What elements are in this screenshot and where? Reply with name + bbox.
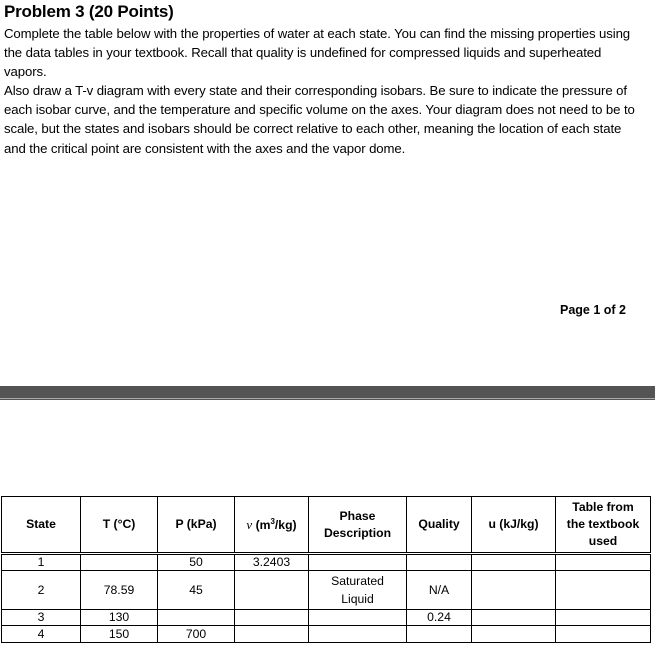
cell-quality: [407, 626, 472, 643]
table-row: [2, 626, 651, 643]
header-phase: [309, 497, 407, 554]
header-specific-volume: [235, 497, 309, 554]
table-header-row: [2, 497, 651, 554]
cell-phase: [309, 554, 407, 571]
cell-quality: [407, 554, 472, 571]
table-row: [2, 610, 651, 626]
cell-state: 3: [2, 610, 81, 626]
header-source-line2: the textbook: [566, 517, 640, 531]
cell-specific-volume: [235, 626, 309, 643]
cell-table-source: [556, 554, 651, 571]
cell-phase-line1: Saturated: [331, 574, 384, 588]
cell-specific-volume: [235, 571, 309, 610]
volume-unit-a: (m: [252, 517, 271, 532]
header-source-line1: Table from: [572, 500, 634, 514]
page-separator-edge: [0, 398, 655, 399]
cell-table-source: [556, 610, 651, 626]
cell-phase: [309, 626, 407, 643]
volume-unit-b: /kg): [274, 517, 297, 532]
cell-state: 2: [2, 571, 81, 610]
cell-temperature: 130: [81, 610, 158, 626]
cell-internal-energy: [472, 554, 556, 571]
instructions-paragraph-1: Complete the table below with the properties of water at each state. You can find the missing properties using the data tables in your textbook. Recall that quality is undefined for compressed liquids and superheated vapors.: [4, 26, 631, 80]
header-table-source: [556, 497, 651, 554]
header-quality: Quality: [407, 497, 472, 554]
cell-pressure: 50: [158, 554, 235, 571]
table-row: [2, 554, 651, 571]
header-phase-line2: Description: [323, 525, 392, 540]
volume-symbol: v: [246, 516, 253, 532]
cell-internal-energy: [472, 571, 556, 610]
header-temperature-unit: °C): [117, 517, 136, 531]
cell-temperature: 78.59: [81, 571, 158, 610]
volume-unit-exponent: 3: [270, 516, 275, 526]
cell-phase-line2: Liquid: [341, 592, 374, 606]
instructions-paragraph-2: Also draw a T-v diagram with every state and their corresponding isobars. Be sure to indicate the pressure of each isobar curve, and the temperature and specific volume on the axes. Your diagram does not need to be to scale, but the states and isobars should be correct relative to each other, meaning the location of each state and the critical point are consistent with the axes and the vapor dome.: [4, 83, 635, 156]
cell-internal-energy: [472, 626, 556, 643]
header-phase-line1: Phase: [339, 508, 376, 523]
cell-quality: N/A: [407, 571, 472, 610]
cell-pressure: 700: [158, 626, 235, 643]
properties-table: [1, 496, 651, 643]
header-pressure: P (kPa): [158, 497, 235, 554]
cell-internal-energy: [472, 610, 556, 626]
cell-temperature: 150: [81, 626, 158, 643]
cell-table-source: [556, 626, 651, 643]
header-temperature: [81, 497, 158, 554]
header-state: State: [2, 497, 81, 554]
header-internal-energy: u (kJ/kg): [472, 497, 556, 554]
header-source-line3: used: [588, 534, 618, 548]
header-temperature-label: T (: [102, 517, 118, 531]
cell-phase: [309, 610, 407, 626]
cell-specific-volume: 3.2403: [235, 554, 309, 571]
cell-specific-volume: [235, 610, 309, 626]
table-row: [2, 571, 651, 610]
cell-state: 1: [2, 554, 81, 571]
cell-phase: [309, 571, 407, 610]
cell-state: 4: [2, 626, 81, 643]
cell-quality: 0.24: [407, 610, 472, 626]
cell-temperature: [81, 554, 158, 571]
cell-pressure: [158, 610, 235, 626]
page-number: Page 1 of 2: [560, 303, 626, 317]
cell-table-source: [556, 571, 651, 610]
problem-title: Problem 3 (20 Points): [4, 2, 174, 21]
cell-pressure: 45: [158, 571, 235, 610]
